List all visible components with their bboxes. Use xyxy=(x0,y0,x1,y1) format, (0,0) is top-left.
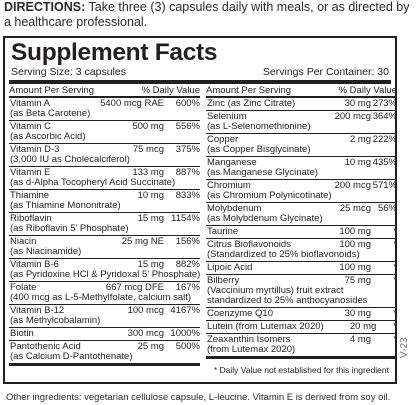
nutrient-source: (as Calcium D-Pantothenate) xyxy=(10,351,133,362)
nutrient-amount: 100 mg xyxy=(339,226,371,237)
nutrient-source: (as Manganese Glycinate) xyxy=(207,167,318,178)
nutrient-amount: 15 mg xyxy=(137,259,164,270)
nutrient-amount: 4 mg xyxy=(349,334,371,345)
nutrient-name: Lipoic Acid xyxy=(207,262,253,273)
nutrient-name: Vitamin A xyxy=(10,98,50,109)
nutrient-row xyxy=(206,334,397,359)
nutrient-name: Niacin xyxy=(10,236,37,247)
nutrient-row xyxy=(206,262,397,275)
nutrient-row xyxy=(9,328,200,341)
nutrient-row xyxy=(206,134,397,157)
nutrient-name: Copper xyxy=(207,134,239,145)
column-header xyxy=(206,85,397,98)
nutrient-source: (as Methylcobalamin) xyxy=(10,315,101,326)
nutrient-source: (Vaccinium myrtillus) fruit extract xyxy=(207,285,344,296)
nutrient-source: (as Beta Carotene) xyxy=(10,108,91,119)
nutrient-daily-value: 156% xyxy=(175,236,200,247)
nutrient-row xyxy=(206,111,397,134)
nutrient-name: Vitamin D-3 xyxy=(10,144,60,155)
nutrient-row xyxy=(206,308,397,321)
nutrient-name: Vitamin B-12 xyxy=(10,305,65,316)
nutrient-name: Vitamin E xyxy=(10,167,51,178)
nutrient-row xyxy=(9,144,200,167)
nutrient-amount: 100 mg xyxy=(339,239,371,250)
column-header xyxy=(9,85,200,98)
nutrient-row xyxy=(9,167,200,190)
nutrient-amount: 30 mg xyxy=(344,308,371,319)
nutrient-daily-value: 571% xyxy=(372,180,397,191)
nutrient-source: (as Riboflavin 5' Phosphate) xyxy=(10,223,129,234)
nutrient-daily-value: 435% xyxy=(372,157,397,168)
nutrient-source-extra: standardized to 25% anthocyanosides xyxy=(207,295,368,306)
nutrient-daily-value: * xyxy=(393,226,397,237)
directions-body: Take three (3) capsules daily with meals, or as directed by a healthcare professional. xyxy=(4,0,410,29)
nutrient-amount: 200 mcg xyxy=(334,180,371,191)
nutrient-line xyxy=(207,263,397,273)
nutrient-daily-value: 375% xyxy=(175,144,200,155)
amount-header: Amount Per Serving xyxy=(206,84,292,96)
nutrient-amount: 667 mcg DFE xyxy=(105,282,164,293)
nutrient-amount: 25 mg xyxy=(137,341,164,352)
nutrient-name: Selenium xyxy=(207,111,247,122)
nutrient-daily-value: 56% xyxy=(377,203,397,214)
nutrient-row xyxy=(206,203,397,226)
nutrient-source: (as Ascorbic Acid) xyxy=(10,131,86,142)
nutrient-amount: 200 mcg xyxy=(334,111,371,122)
nutrient-line xyxy=(207,227,397,237)
nutrient-amount: 25 mcg xyxy=(339,203,371,214)
nutrient-daily-value: * xyxy=(393,239,397,250)
nutrient-row xyxy=(9,341,200,366)
nutrient-line xyxy=(207,322,397,332)
amount-header: Amount Per Serving xyxy=(9,84,95,96)
nutrient-row xyxy=(206,157,397,180)
nutrient-name: Zinc (as Zinc Citrate) xyxy=(207,98,296,109)
nutrient-row xyxy=(9,121,200,144)
nutrient-source: (as d-Alpha Tocopheryl Acid Succinate) xyxy=(10,177,176,188)
nutrient-daily-value: * xyxy=(393,334,397,345)
nutrient-source: (as Pyridoxine HCl & Pyridoxal 5' Phosphate) xyxy=(10,269,201,280)
nutrient-amount: 5400 mcg RAE xyxy=(100,98,164,109)
nutrient-source: (as Thiamine Mononitrate) xyxy=(10,200,121,211)
nutrient-source: (as Molybdenum Glycinate) xyxy=(207,213,323,224)
nutrient-daily-value: 222% xyxy=(372,134,397,145)
panel-title: Supplement Facts xyxy=(11,39,218,66)
nutrient-amount: 30 mg xyxy=(344,98,371,109)
nutrient-row xyxy=(9,213,200,236)
nutrient-name: Riboflavin xyxy=(10,213,52,224)
nutrient-name: Zeaxanthin Isomers xyxy=(207,334,291,345)
nutrient-name: Thiamine xyxy=(10,190,50,201)
serving-size: Serving Size: 3 capsules xyxy=(11,66,126,78)
nutrient-name: Chromium xyxy=(207,180,251,191)
nutrient-row xyxy=(206,321,397,334)
nutrient-daily-value: 1000% xyxy=(170,328,200,339)
nutrient-amount: 15 mg xyxy=(137,213,164,224)
nutrient-name: Citrus Bioflavonoids xyxy=(207,239,291,250)
nutrient-row xyxy=(9,259,200,282)
nutrient-name: Biotin xyxy=(10,328,34,339)
nutrient-amount: 100 mcg xyxy=(127,305,164,316)
nutrient-line xyxy=(10,329,200,339)
nutrient-name: Folate xyxy=(10,282,37,293)
nutrient-source: (as Chromium Polynicotinate) xyxy=(207,190,332,201)
nutrient-name: Taurine xyxy=(207,226,239,237)
nutrient-amount: 75 mg xyxy=(344,275,371,286)
nutrient-source: (as L-Selenomethionine) xyxy=(207,121,311,132)
nutrient-daily-value: 273% xyxy=(372,98,397,109)
nutrient-daily-value: 882% xyxy=(175,259,200,270)
nutrient-row xyxy=(9,190,200,213)
nutrient-daily-value: 1154% xyxy=(171,213,200,224)
nutrient-daily-value: * xyxy=(393,308,397,319)
nutrient-amount: 2 mg xyxy=(349,134,371,145)
version-code: V-23 xyxy=(399,337,410,358)
nutrient-daily-value: 887% xyxy=(175,167,200,178)
nutrient-row xyxy=(9,282,200,305)
nutrient-name: Lutein (from Lutemax 2020) xyxy=(207,321,324,332)
nutrient-amount: 100 mg xyxy=(339,262,371,273)
nutrient-daily-value: 600% xyxy=(175,98,200,109)
nutrient-row xyxy=(206,98,397,111)
nutrient-row xyxy=(9,98,200,121)
nutrient-row xyxy=(206,226,397,239)
dv-header: % Daily Value xyxy=(141,84,200,96)
nutrient-line xyxy=(207,309,397,319)
nutrient-source: (400 mcg as L-5-Methylfolate, calcium salt) xyxy=(10,292,192,303)
nutrient-daily-value: * xyxy=(393,262,397,273)
nutrient-amount: 300 mcg xyxy=(127,328,164,339)
nutrient-daily-value: 364% xyxy=(372,111,397,122)
left-nutrient-column xyxy=(9,85,200,366)
daily-value-footnote: * Daily Value not established for this ingredient xyxy=(213,365,389,375)
nutrient-source: (Standardized to 25% bioflavonoids) xyxy=(207,249,360,260)
nutrient-name: Pantothenic Acid xyxy=(10,341,81,352)
right-nutrient-column xyxy=(206,85,397,359)
nutrient-name: Coenzyme Q10 xyxy=(207,308,274,319)
nutrient-daily-value: * xyxy=(393,275,397,286)
nutrient-amount: 10 mg xyxy=(137,190,164,201)
nutrient-row xyxy=(206,275,397,308)
directions-text xyxy=(4,0,414,30)
nutrient-daily-value: 167% xyxy=(175,282,200,293)
nutrient-name: Vitamin C xyxy=(10,121,52,132)
nutrient-row xyxy=(206,180,397,203)
nutrient-row xyxy=(206,239,397,262)
supplement-facts-panel xyxy=(3,36,397,384)
nutrient-name: Manganese xyxy=(207,157,257,168)
nutrient-amount: 25 mg NE xyxy=(121,236,164,247)
nutrient-row xyxy=(9,236,200,259)
nutrient-amount: 500 mg xyxy=(132,121,164,132)
dv-header: % Daily Value xyxy=(338,84,397,96)
nutrient-source: (from Lutemax 2020) xyxy=(207,344,296,355)
nutrient-daily-value: * xyxy=(393,321,397,332)
directions-heading: DIRECTIONS: xyxy=(4,0,86,14)
nutrient-amount: 10 mg xyxy=(344,157,371,168)
nutrient-daily-value: 4167% xyxy=(170,305,200,316)
nutrient-amount: 20 mg xyxy=(349,321,377,332)
nutrient-source: (as Copper Bisglycinate) xyxy=(207,144,311,155)
nutrient-source: (3,000 IU as Cholecalciferol) xyxy=(10,154,130,165)
divider-bar xyxy=(9,80,391,84)
nutrient-amount: 133 mg xyxy=(132,167,164,178)
nutrient-name: Molybdenum xyxy=(207,203,262,214)
nutrient-line xyxy=(207,99,397,109)
nutrient-source: (as Niacinamide) xyxy=(10,246,82,257)
other-ingredients: Other ingredients: vegetarian cellulose capsule, L-leucine. Vitamin E is derived from soy oil. xyxy=(6,392,391,403)
nutrient-name: Vitamin B-6 xyxy=(10,259,59,270)
nutrient-row xyxy=(9,305,200,328)
nutrient-daily-value: 500% xyxy=(175,341,200,352)
nutrient-daily-value: 833% xyxy=(175,190,200,201)
nutrient-name: Bilberry xyxy=(207,275,240,286)
servings-per-container: Servings Per Container: 30 xyxy=(262,66,389,78)
nutrient-daily-value: 556% xyxy=(175,121,200,132)
nutrient-amount: 75 mcg xyxy=(132,144,164,155)
